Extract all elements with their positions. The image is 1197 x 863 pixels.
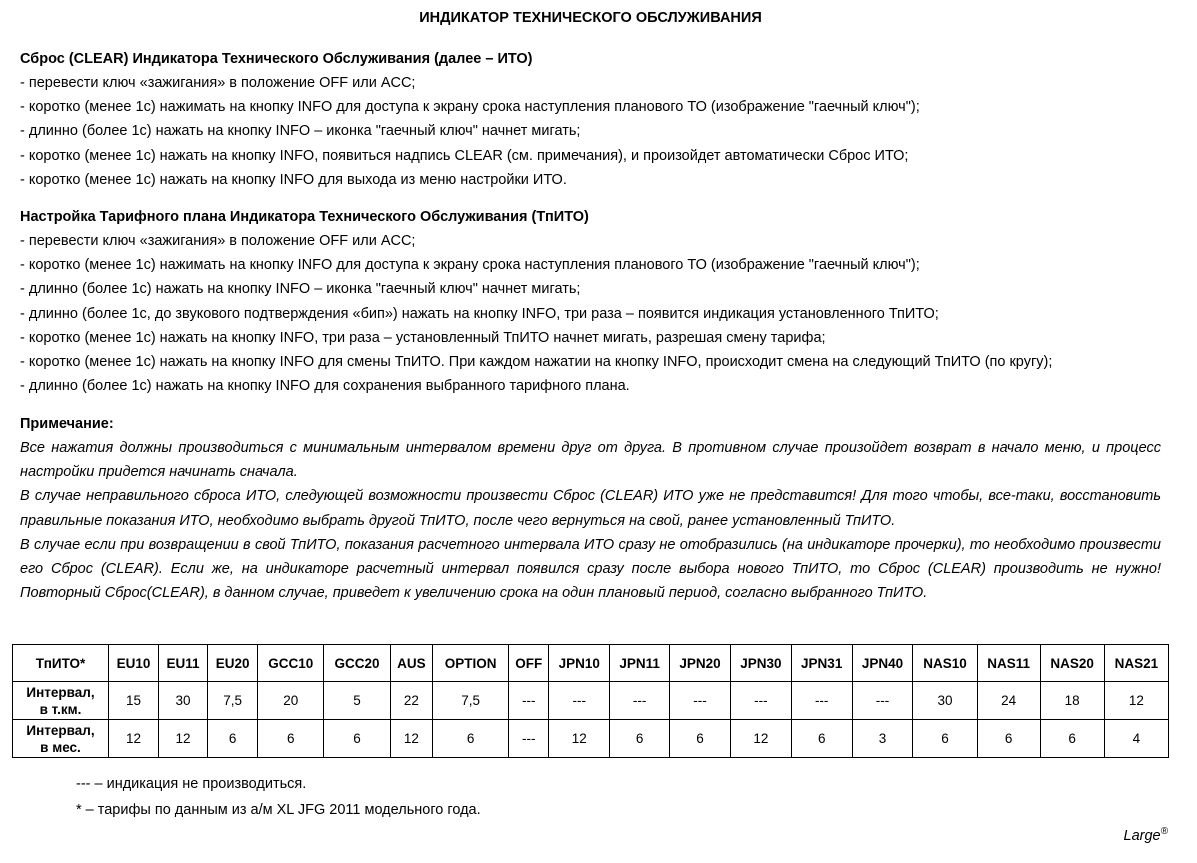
page-title: ИНДИКАТОР ТЕХНИЧЕСКОГО ОБСЛУЖИВАНИЯ	[419, 10, 762, 26]
reset-section	[20, 47, 1161, 192]
note-heading: Примечание:	[20, 416, 114, 432]
table-cell: 6	[913, 720, 977, 758]
setup-step: - коротко (менее 1с) нажать на кнопку INFO для смены ТпИТО. При каждом нажатии на кнопку INFO, происходит смена на следующий ТпИТО (по кругу);	[20, 353, 1053, 370]
table-cell: 6	[670, 720, 731, 758]
setup-heading: Настройка Тарифного плана Индикатора Технического Обслуживания (ТпИТО)	[20, 209, 589, 225]
table-cell: 7,5	[433, 682, 509, 720]
table-cell: 6	[1040, 720, 1104, 758]
table-cell: ---	[610, 682, 670, 720]
setup-step: - перевести ключ «зажигания» в положение OFF или ACC;	[20, 233, 416, 249]
table-column-header: NAS11	[977, 645, 1040, 682]
table-cell: 12	[549, 720, 610, 758]
setup-section	[20, 205, 1161, 398]
table-column-header: OFF	[509, 645, 549, 682]
table-cell: 6	[610, 720, 670, 758]
table-cell: ---	[509, 682, 549, 720]
table-row-header	[13, 720, 109, 758]
table-row-header	[13, 682, 109, 720]
table-column-header: JPN30	[730, 645, 791, 682]
table-cell: 5	[324, 682, 390, 720]
table-column-header: JPN10	[549, 645, 610, 682]
table-column-header: NAS20	[1040, 645, 1104, 682]
table-cell: 15	[109, 682, 159, 720]
table-cell: 4	[1104, 720, 1168, 758]
row-header-unit: в мес.	[40, 739, 81, 755]
table-cell: ---	[852, 682, 913, 720]
table-cell: 24	[977, 682, 1040, 720]
note-section	[20, 412, 1161, 605]
row-header-line: Интервал,	[26, 722, 95, 738]
table-column-header: NAS10	[913, 645, 977, 682]
table-cell: ---	[549, 682, 610, 720]
table-cell: 7,5	[208, 682, 258, 720]
table-cell: 12	[109, 720, 159, 758]
table-cell: 12	[730, 720, 791, 758]
footnotes	[76, 771, 481, 823]
table-cell: 6	[977, 720, 1040, 758]
reset-step: - коротко (менее 1с) нажимать на кнопку INFO для доступа к экрану срока наступления планового ТО (изображение "гаечный ключ");	[20, 99, 920, 116]
reset-step: - коротко (менее 1с) нажать на кнопку INFO, появиться надпись CLEAR (см. примечания), и произойдет автоматически Сброс ИТО;	[20, 147, 909, 164]
table-row	[13, 682, 1169, 720]
setup-step: - коротко (менее 1с) нажать на кнопку INFO, три раза – установленный ТпИТО начнет мигать, разрешая смену тарифа;	[20, 329, 826, 346]
footnote-asterisk: * – тарифы по данным из а/м XL JFG 2011 модельного года.	[76, 802, 481, 818]
table-cell: 12	[159, 720, 208, 758]
table-column-header: JPN40	[852, 645, 913, 682]
table-column-header: GCC10	[258, 645, 324, 682]
row-header-unit: в т.км.	[39, 701, 82, 717]
footnote-dashes: --- – индикация не производиться.	[76, 776, 307, 792]
table-column-header: AUS	[390, 645, 432, 682]
table-cell: 30	[913, 682, 977, 720]
table-cell: 18	[1040, 682, 1104, 720]
table-row	[13, 720, 1169, 758]
reset-step: - перевести ключ «зажигания» в положение OFF или ACC;	[20, 75, 416, 91]
table-cell: ---	[509, 720, 549, 758]
table-column-header: JPN11	[610, 645, 670, 682]
table-column-header: OPTION	[433, 645, 509, 682]
table-cell: 22	[390, 682, 432, 720]
setup-step: - коротко (менее 1с) нажимать на кнопку INFO для доступа к экрану срока наступления планового ТО (изображение "гаечный ключ");	[20, 257, 920, 274]
table-cell: 20	[258, 682, 324, 720]
setup-step: - длинно (более 1с, до звукового подтверждения «бип») нажать на кнопку INFO, три раза – появится индикация установленного ТпИТО;	[20, 305, 939, 322]
table-column-header: GCC20	[324, 645, 390, 682]
reset-step: - коротко (менее 1с) нажать на кнопку INFO для выхода из меню настройки ИТО.	[20, 171, 567, 188]
table-cell: ---	[791, 682, 852, 720]
table-column-header: EU10	[109, 645, 159, 682]
table-cell: ---	[670, 682, 731, 720]
row-header-line: Интервал,	[26, 684, 95, 700]
table-cell: 12	[1104, 682, 1168, 720]
table-cell: 6	[208, 720, 258, 758]
reset-step: - длинно (более 1с) нажать на кнопку INFO – иконка "гаечный ключ" начнет мигать;	[20, 123, 581, 140]
tariff-table	[12, 644, 1169, 758]
note-paragraph: В случае если при возвращении в свой ТпИТО, показания расчетного интервала ИТО сразу не отобразились (на индикаторе прочерки), то необходимо произвести его Сброс (CLEAR). Если же, на индикаторе расчетный интервал появился сразу после выбора нового ТпИТО, то Сброс (CLEAR) производить не нужно! Повторный Сброс(CLEAR), в данном случае, приведет к увеличению срока на один плановый период, согласно выбранного ТпИТО.	[20, 536, 1161, 602]
table-column-header: EU20	[208, 645, 258, 682]
table-cell: 3	[852, 720, 913, 758]
table-corner-cell: ТпИТО*	[13, 645, 109, 682]
note-paragraph: Все нажатия должны производиться с минимальным интервалом времени друг от друга. В противном случае произойдет возврат в начало меню, и процесс настройки придется начинать сначала.	[20, 440, 1161, 481]
table-cell: 12	[390, 720, 432, 758]
table-cell: 6	[324, 720, 390, 758]
reset-heading: Сброс (CLEAR) Индикатора Технического Обслуживания (далее – ИТО)	[20, 51, 533, 67]
registered-mark: ®	[1160, 826, 1168, 837]
table-column-header: EU11	[159, 645, 208, 682]
table-column-header: NAS21	[1104, 645, 1168, 682]
table-column-header: JPN31	[791, 645, 852, 682]
table-cell: 6	[433, 720, 509, 758]
brand-name: Large	[1123, 827, 1161, 844]
table-cell: 6	[258, 720, 324, 758]
table-cell: 30	[159, 682, 208, 720]
brand-signature	[1124, 826, 1168, 844]
table-cell: ---	[730, 682, 791, 720]
table-column-header: JPN20	[670, 645, 731, 682]
note-paragraph: В случае неправильного сброса ИТО, следующей возможности произвести Сброс (CLEAR) ИТО уже не представится! Для того чтобы, все-таки, восстановить правильные показания ИТО, необходимо выбрать другой ТпИТО, после чего вернуться на свой, ранее установленный ТпИТО.	[20, 488, 1161, 529]
setup-step: - длинно (более 1с) нажать на кнопку INFO для сохранения выбранного тарифного плана.	[20, 378, 630, 395]
table-header-row	[13, 645, 1169, 682]
table-cell: 6	[791, 720, 852, 758]
setup-step: - длинно (более 1с) нажать на кнопку INFO – иконка "гаечный ключ" начнет мигать;	[20, 281, 581, 298]
